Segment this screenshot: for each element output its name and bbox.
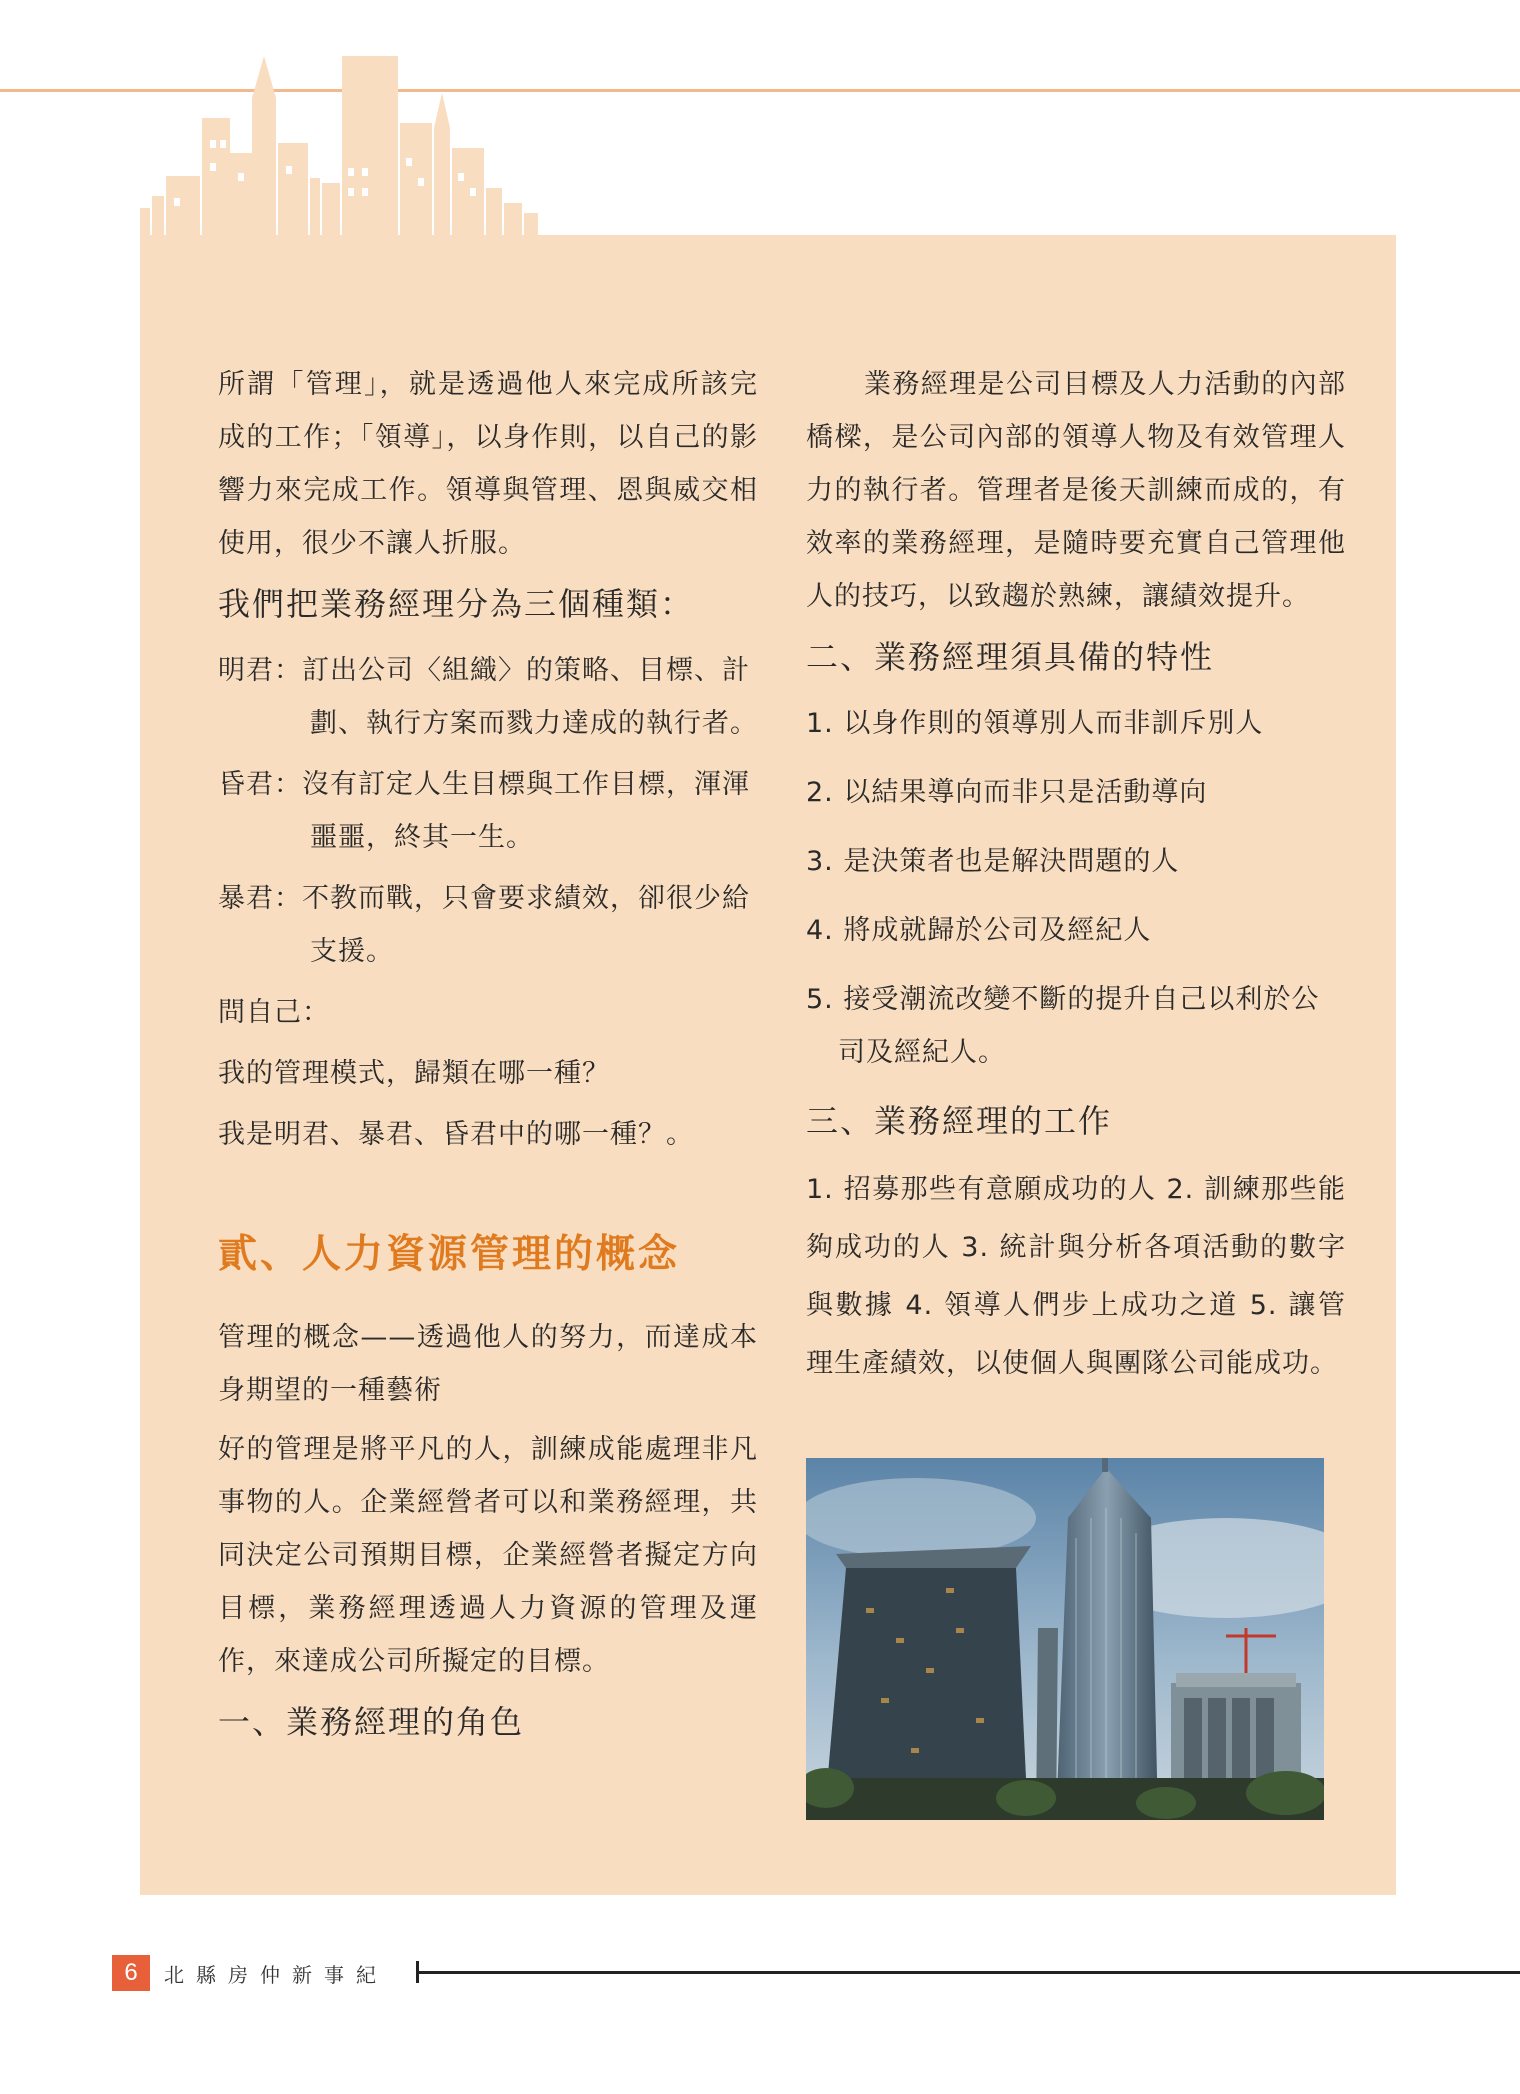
type-name: 明君： xyxy=(218,655,302,686)
ask-self: 問自己： xyxy=(218,997,330,1028)
trait-item: 4. 將成就歸於公司及經紀人 xyxy=(806,915,1152,946)
type-desc: 沒有訂定人生目標與工作目標，渾渾噩噩，終其一生。 xyxy=(302,769,750,853)
section-title: 貳、人力資源管理的概念 xyxy=(218,1231,681,1277)
work-heading: 三、業務經理的工作 xyxy=(806,1102,1113,1140)
question-1: 我的管理模式，歸類在哪一種？ xyxy=(218,1058,610,1089)
page-number: 6 xyxy=(112,1955,150,1991)
trait-item: 1. 以身作則的領導別人而非訓斥別人 xyxy=(806,708,1264,739)
trait-item: 2. 以結果導向而非只是活動導向 xyxy=(806,777,1208,808)
type-item xyxy=(218,758,758,864)
magazine-name: 北縣房仲新事紀 xyxy=(164,1962,388,1987)
type-name: 暴君： xyxy=(218,883,302,914)
role-paragraph: 業務經理是公司目標及人力活動的內部橋樑，是公司內部的領導人物及有效管理人力的執行者。管理者是後天訓練而成的，有效率的業務經理，是隨時要充實自己管理他人的技巧，以致趨於熟練，讓績效提升。 xyxy=(806,369,1346,612)
type-desc: 訂出公司〈組織〉的策略、目標、計劃、執行方案而戮力達成的執行者。 xyxy=(302,655,758,739)
question-2: 我是明君、暴君、昏君中的哪一種？。 xyxy=(218,1119,694,1150)
types-heading: 我們把業務經理分為三個種類： xyxy=(218,585,695,623)
good-management-paragraph: 好的管理是將平凡的人，訓練成能處理非凡事物的人。企業經營者可以和業務經理，共同決定公司預期目標，企業經營者擬定方向目標，業務經理透過人力資源的管理及運作，來達成公司所擬定的目標。 xyxy=(218,1434,758,1677)
city-skyline-illustration xyxy=(138,48,658,238)
role-heading: 一、業務經理的角色 xyxy=(218,1703,525,1741)
traits-heading: 二、業務經理須具備的特性 xyxy=(806,638,1215,676)
left-column xyxy=(218,358,758,1762)
type-item xyxy=(218,872,758,978)
page-footer xyxy=(112,1955,388,1991)
trait-item: 3. 是決策者也是解決問題的人 xyxy=(806,846,1180,877)
work-paragraph: 1. 招募那些有意願成功的人 2. 訓練那些能夠成功的人 3. 統計與分析各項活動的數字與數據 4. 領導人們步上成功之道 5. 讓管理生產績效，以使個人與團隊公司能成功。 xyxy=(806,1174,1346,1379)
trait-item: 5. 接受潮流改變不斷的提升自己以利於公司及經紀人。 xyxy=(806,984,1320,1068)
intro-paragraph: 所謂「管理」，就是透過他人來完成所該完成的工作；「領導」，以身作則，以自己的影響力來完成工作。領導與管理、恩與威交相使用，很少不讓人折服。 xyxy=(218,369,758,559)
footer-rule xyxy=(418,1971,1520,1974)
buildings-photo xyxy=(806,1458,1324,1820)
type-item xyxy=(218,644,758,750)
type-desc: 不教而戰，只會要求績效，卻很少給支援。 xyxy=(302,883,750,967)
concept-paragraph: 管理的概念——透過他人的努力，而達成本身期望的一種藝術 xyxy=(218,1322,758,1406)
type-name: 昏君： xyxy=(218,769,302,800)
right-column xyxy=(806,358,1346,1407)
